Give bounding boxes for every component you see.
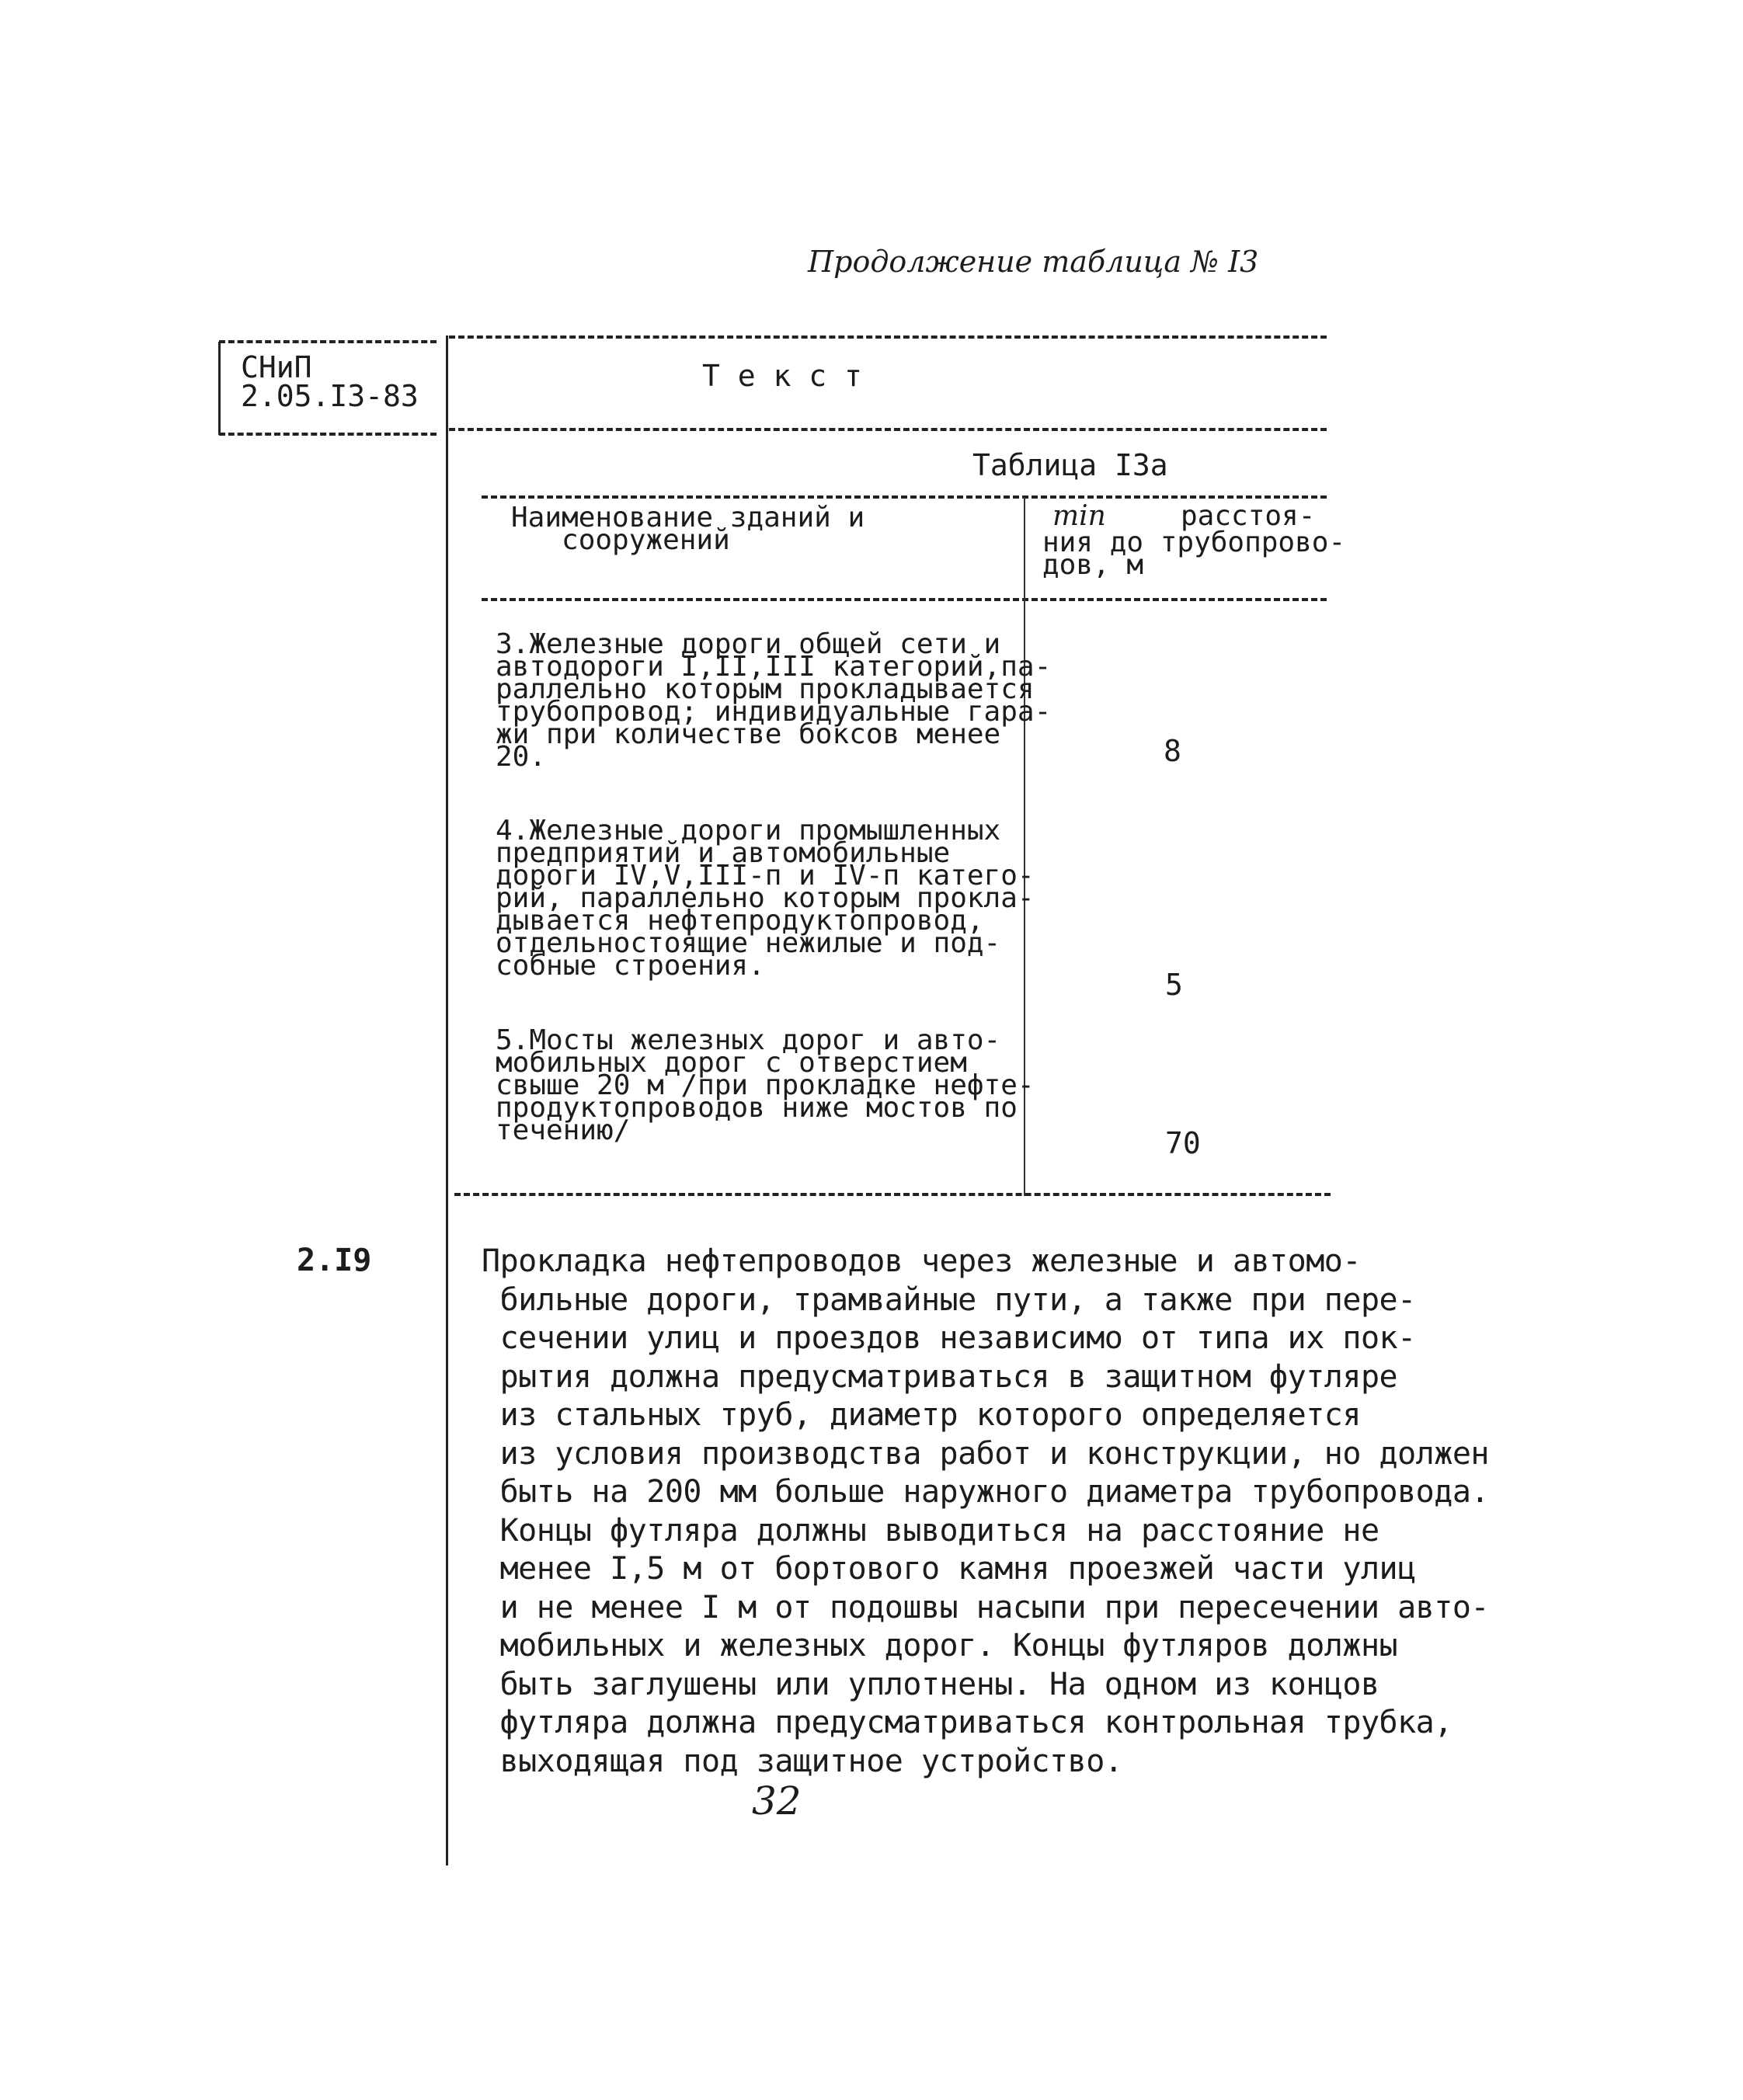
header-bottom-border-left: [219, 433, 437, 436]
subtable-distance-header-rest: ния до трубопрово- дов, м: [1042, 527, 1346, 581]
continuation-title: Продолжение таблица № I3: [808, 245, 1259, 279]
subtable-row-4-text: 4.Железные дороги промышленных предприятий и автомобильные дороги IV,V,III-п и IV-п катего- рий, параллельно которым прокла- дывается нефтепродуктопровод, отдельностоящие нежилые и под- собные строения.: [496, 815, 1035, 982]
subtable-distance-header-line1: расстоя-: [1181, 500, 1316, 532]
text-column-header: Т е к с т: [702, 359, 862, 393]
subtable-min-label: min: [1052, 500, 1106, 532]
subtable-title: Таблица I3а: [972, 448, 1168, 482]
section-text: Прокладка нефтепроводов через железные и автомо- бильные дороги, трамвайные пути, а также при пере- сечении улиц и проездов независимо от типа их пок- рытия должна предусматриваться в защитном футляре из стальных труб, диаметр которого определяется из условия производства работ и конструкции, но должен быть на 200 мм больше наружного диаметра трубопровода. Концы футляра должны выводиться на расстояние не менее I,5 м от бортового камня проезжей части улиц и не менее I м от подошвы насыпи при пересечении авто- мобильных и железных дорог. Концы футляров должны быть заглушены или уплотнены. На одном из концов футляра должна предусматриваться контрольная трубка, выходящая под защитное устройство.: [482, 1243, 1490, 1779]
header-bottom-border-right: [449, 428, 1327, 431]
snip-column-header: СНиП 2.05.I3-83: [241, 350, 419, 413]
subtable-name-header: Наименование зданий и сооружений: [511, 502, 865, 556]
section-code: 2.I9: [297, 1243, 372, 1278]
subtable-row-5-value: 70: [1165, 1126, 1201, 1160]
subtable-row-3-text: 3.Железные дороги общей сети и автодороги I,II,III категорий,па- раллельно которым прокладывается трубопровод; индивидуальные гара- жи при количестве боксов менее 20.: [496, 628, 1052, 773]
subtable-bottom-border: [454, 1193, 1331, 1196]
subtable-row-4-value: 5: [1165, 968, 1183, 1002]
table-column-divider: [446, 336, 448, 1865]
subtable-header-bottom-border: [482, 598, 1327, 601]
subtable-row-5-text: 5.Мосты железных дорог и авто- мобильных дорог с отверстием свыше 20 м /при прокладке нефте- продуктопроводов ниже мостов по течению/: [496, 1024, 1035, 1146]
page-number: 32: [752, 1778, 802, 1824]
table-left-border: [218, 342, 221, 435]
subtable-row-3-value: 8: [1164, 734, 1181, 768]
table-top-border-left: [219, 340, 437, 343]
subtable-top-border: [482, 495, 1327, 499]
table-top-border-right: [449, 336, 1327, 339]
